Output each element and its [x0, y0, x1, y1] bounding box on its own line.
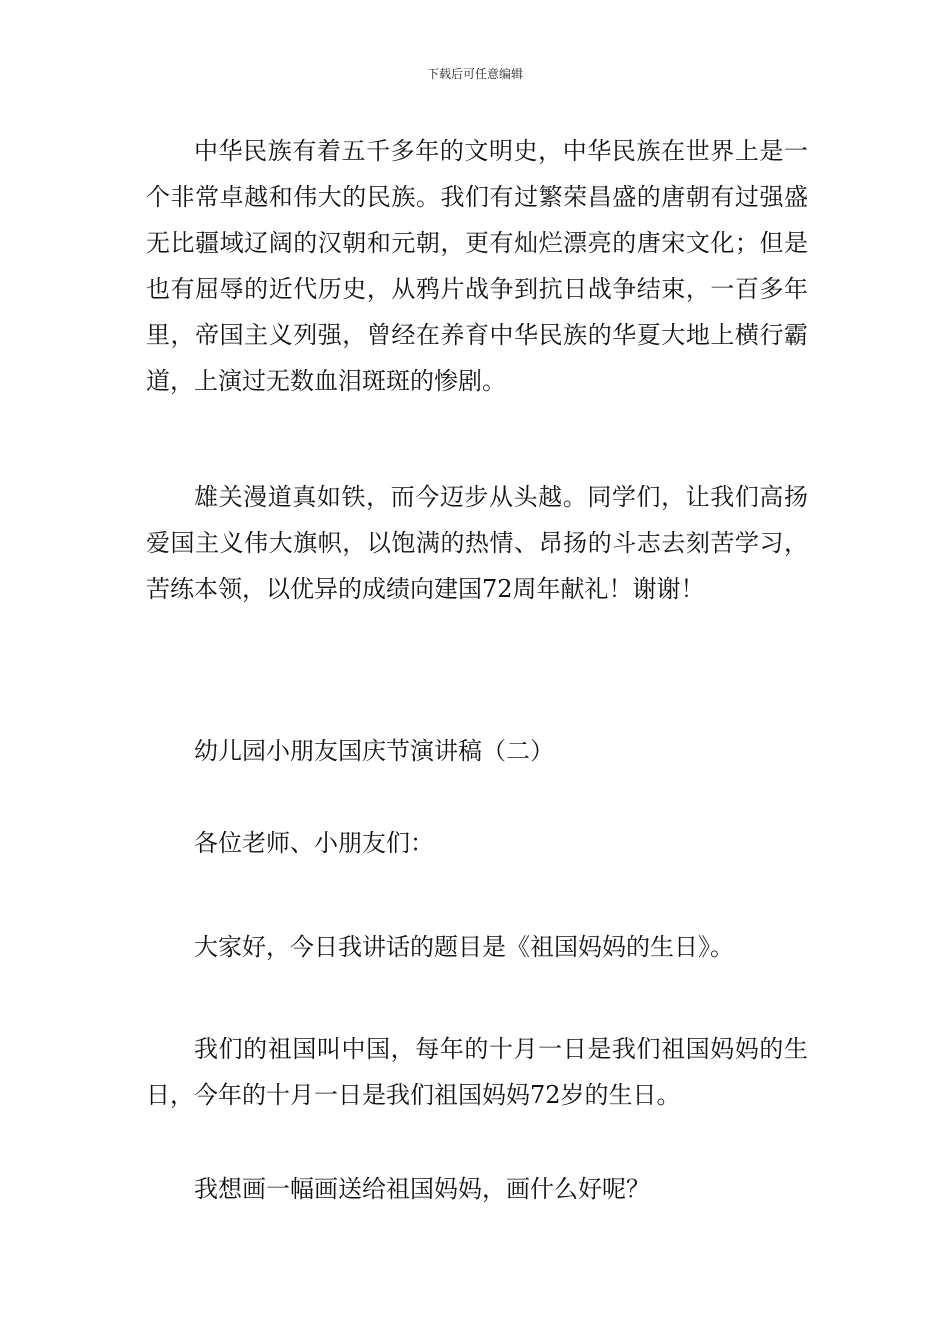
paragraph-birthday: 我们的祖国叫中国，每年的十月一日是我们祖国妈妈的生日，今年的十月一日是我们祖国妈妈72岁的生日。 — [146, 1035, 808, 1109]
section-title: 幼儿园小朋友国庆节演讲稿（二） — [194, 737, 554, 765]
paragraph-call-to-action: 雄关漫道真如铁，而今迈步从头越。同学们，让我们高扬爱国主义伟大旗帜，以饱满的热情、昂扬的斗志去刻苦学习，苦练本领，以优异的成绩向建国72周年献礼！谢谢！ — [146, 483, 808, 603]
header-note: 下载后可任意编辑 — [426, 67, 523, 81]
paragraph-topic: 大家好，今日我讲话的题目是《祖国妈妈的生日》。 — [194, 933, 734, 961]
paragraph-history: 中华民族有着五千多年的文明史，中华民族在世界上是一个非常卓越和伟大的民族。我们有过繁荣昌盛的唐朝有过强盛无比疆域辽阔的汉朝和元朝，更有灿烂漂亮的唐宋文化；但是也有屈辱的近代历史，从鸦片战争到抗日战争结束，一百多年里，帝国主义列强，曾经在养育中华民族的华夏大地上横行霸道，上演过无数血泪斑斑的惨剧。 — [146, 137, 808, 395]
paragraph-drawing: 我想画一幅画送给祖国妈妈，画什么好呢？ — [194, 1175, 650, 1203]
paragraph-greeting: 各位老师、小朋友们： — [194, 829, 434, 857]
